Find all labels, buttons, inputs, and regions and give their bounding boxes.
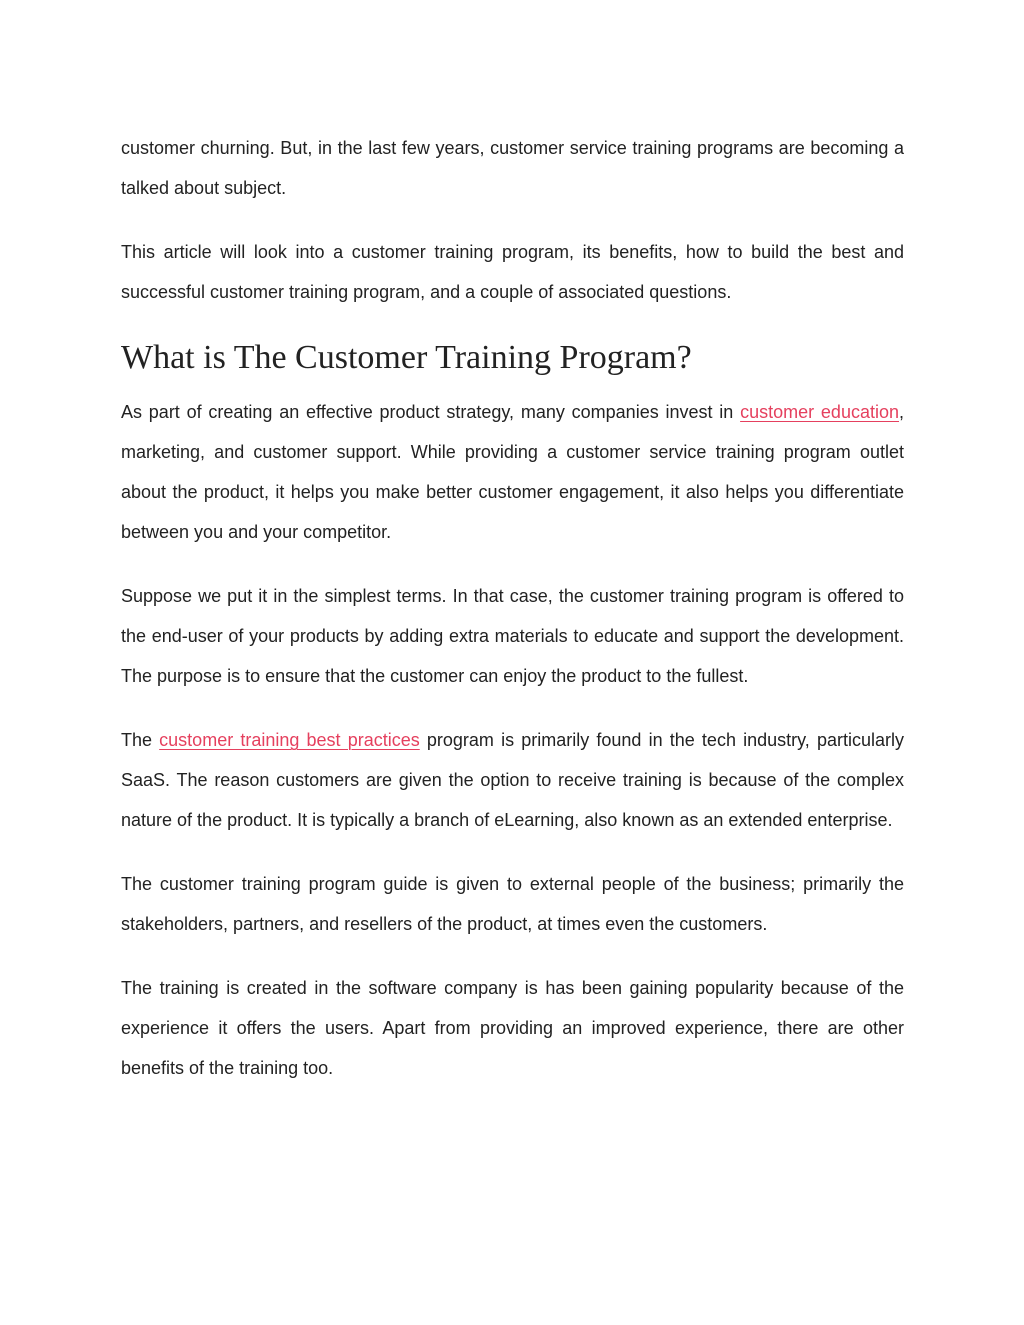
document-page (121, 128, 904, 1112)
intro-paragraph-2: This article will look into a customer training program, its benefits, how to build the best and successful customer training program, and a couple of associated questions. (121, 242, 904, 302)
customer-training-best-practices-link[interactable]: customer training best practices (159, 730, 420, 750)
paragraph-text: program is primarily found in the tech industry, particularly SaaS. The reason customers are given the option to receive training is because of the complex nature of the product. It is typically a branch of eLearning, also known as an extended enterprise. (121, 730, 904, 830)
paragraph-program-guide: The customer training program guide is given to external people of the business; primarily the stakeholders, partners, and resellers of the product, at times even the customers. (121, 874, 904, 934)
paragraph-simplest-terms: Suppose we put it in the simplest terms. In that case, the customer training program is offered to the end-user of your products by adding extra materials to educate and support the development. The purpose is to ensure that the customer can enjoy the product to the fullest. (121, 586, 904, 686)
customer-education-link[interactable]: customer education (740, 402, 899, 422)
intro-paragraph-1: customer churning. But, in the last few years, customer service training programs are becoming a talked about subject. (121, 138, 904, 198)
paragraph-best-practices (121, 720, 904, 840)
paragraph-customer-education (121, 392, 904, 552)
section-heading: What is The Customer Training Program? (121, 339, 692, 376)
paragraph-text: , marketing, and customer support. While providing a customer service training program outlet about the product, it helps you make better customer engagement, it also helps you differentiate between you and your competitor. (121, 402, 905, 542)
paragraph-popularity: The training is created in the software company is has been gaining popularity because of the experience it offers the users. Apart from providing an improved experience, there are other benefits of the training too. (121, 978, 904, 1078)
paragraph-text: The (121, 730, 160, 750)
paragraph-text: As part of creating an effective product strategy, many companies invest in (121, 402, 741, 422)
